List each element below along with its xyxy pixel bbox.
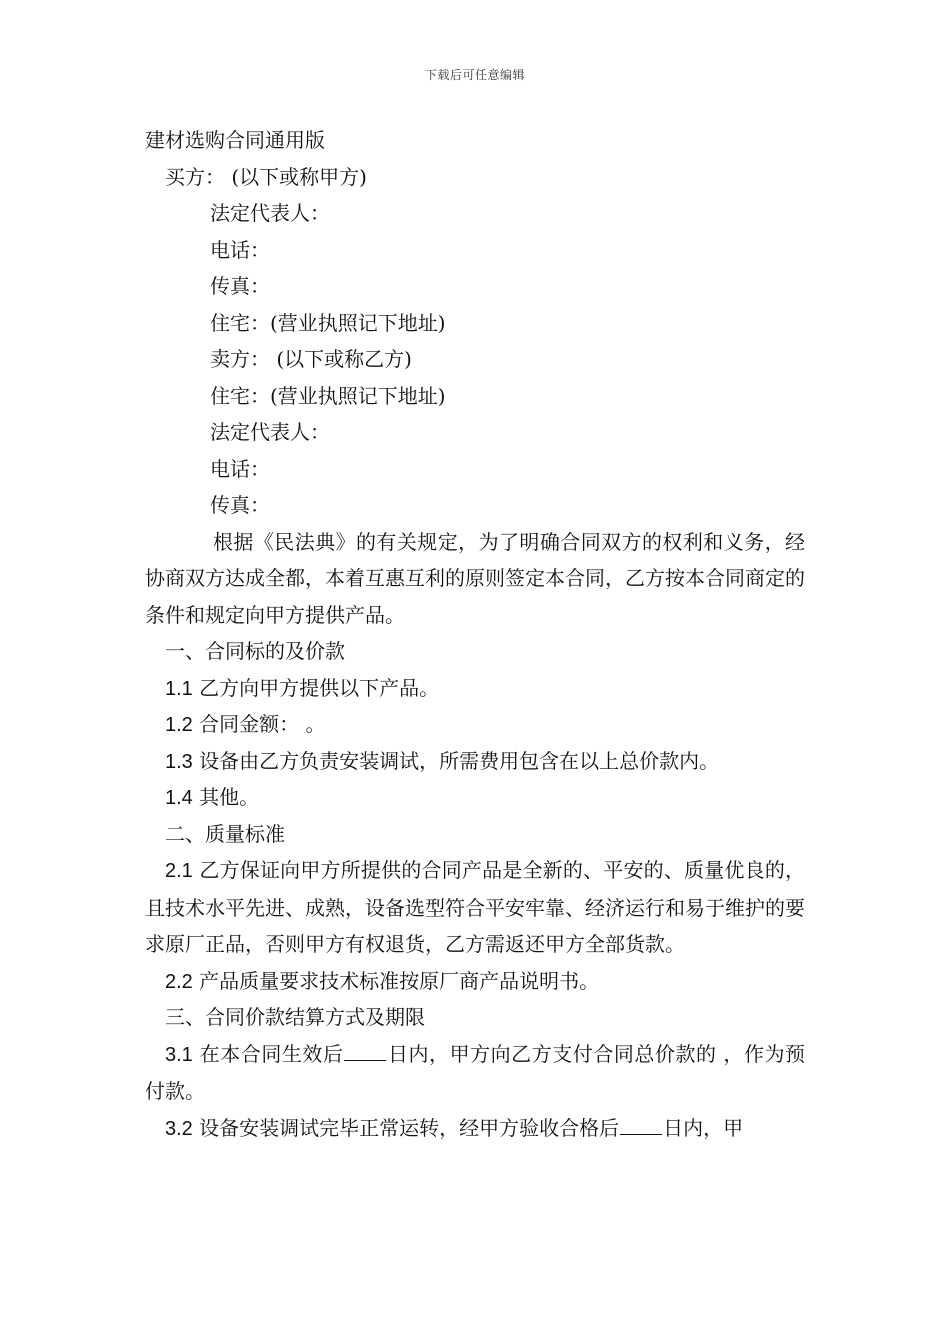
clause-2-2 (145, 963, 805, 1000)
fill-blank (344, 1042, 386, 1061)
clause-3-1 (145, 1036, 805, 1110)
clause-text: 产品质量要求技术标准按原厂商产品说明书。 (199, 968, 600, 993)
clause-number: 1.4 (165, 787, 193, 809)
buyer-rep: 法定代表人： (210, 201, 330, 225)
fill-blank (620, 1116, 662, 1135)
clause-1-2 (145, 706, 805, 743)
header-note: 下载后可任意编辑 (424, 68, 525, 82)
clause-number: 1.1 (165, 677, 193, 700)
seller-address: 住宅：(营业执照记下地址) (210, 383, 446, 408)
clause-text: 乙方向甲方提供以下产品。 (199, 675, 440, 700)
clause-number: 3.2 (165, 1117, 193, 1140)
clause-text-a: 设备安装调试完毕正常运转，经甲方验收合格后 (199, 1115, 620, 1140)
buyer-phone: 电话： (210, 237, 270, 262)
document-title: 建材选购合同通用版 (145, 128, 325, 152)
contract-body (145, 122, 805, 1146)
seller-fax: 传真： (210, 493, 270, 517)
buyer-address: 住宅：(营业执照记下地址) (210, 310, 446, 335)
clause-1-4 (145, 779, 805, 816)
clause-3-2 (145, 1110, 805, 1147)
clause-number: 3.1 (165, 1043, 193, 1066)
clause-number: 2.1 (165, 860, 193, 882)
clause-text: 乙方保证向甲方所提供的合同产品是全新的、平安的、质量优良的，且技术水平先进、成熟，设备选型符合平安牢靠、经济运行和易于维护的要求原厂正品，否则甲方有权退货，乙方需返还甲方全部货款。 (145, 858, 806, 956)
section-3-title: 三、合同价款结算方式及期限 (165, 1005, 425, 1029)
section-1-title: 一、合同标的及价款 (165, 639, 345, 663)
preamble-paragraph: 根据《民法典》的有关规定，为了明确合同双方的权利和义务，经协商双方达成全都，本着互惠互利的原则签定本合同，乙方按本合同商定的条件和规定向甲方提供产品。 (145, 529, 805, 627)
clause-text-a: 在本合同生效后 (199, 1041, 344, 1066)
clause-2-1 (145, 852, 805, 963)
seller-phone: 电话： (210, 456, 270, 481)
clause-number: 1.3 (165, 750, 193, 773)
clause-1-3 (145, 743, 805, 780)
clause-text-b: 日内，甲方向乙方支付合同总价款的 ，作为预付款。 (145, 1041, 806, 1103)
buyer-fax: 传真： (210, 274, 270, 298)
seller-rep: 法定代表人： (210, 420, 330, 444)
clause-number: 1.2 (165, 714, 193, 736)
clause-text-b: 日内，甲 (663, 1115, 744, 1140)
section-2-title: 二、质量标准 (165, 821, 285, 846)
buyer-line: 买方： (以下或称甲方) (165, 164, 367, 189)
clause-text: 合同金额： 。 (199, 712, 326, 736)
clause-number: 2.2 (165, 970, 193, 993)
clause-1-1 (145, 670, 805, 707)
clause-text: 其他。 (199, 785, 260, 809)
seller-line: 卖方： (以下或称乙方) (210, 347, 412, 371)
clause-text: 设备由乙方负责安装调试，所需费用包含在以上总价款内。 (199, 748, 720, 773)
